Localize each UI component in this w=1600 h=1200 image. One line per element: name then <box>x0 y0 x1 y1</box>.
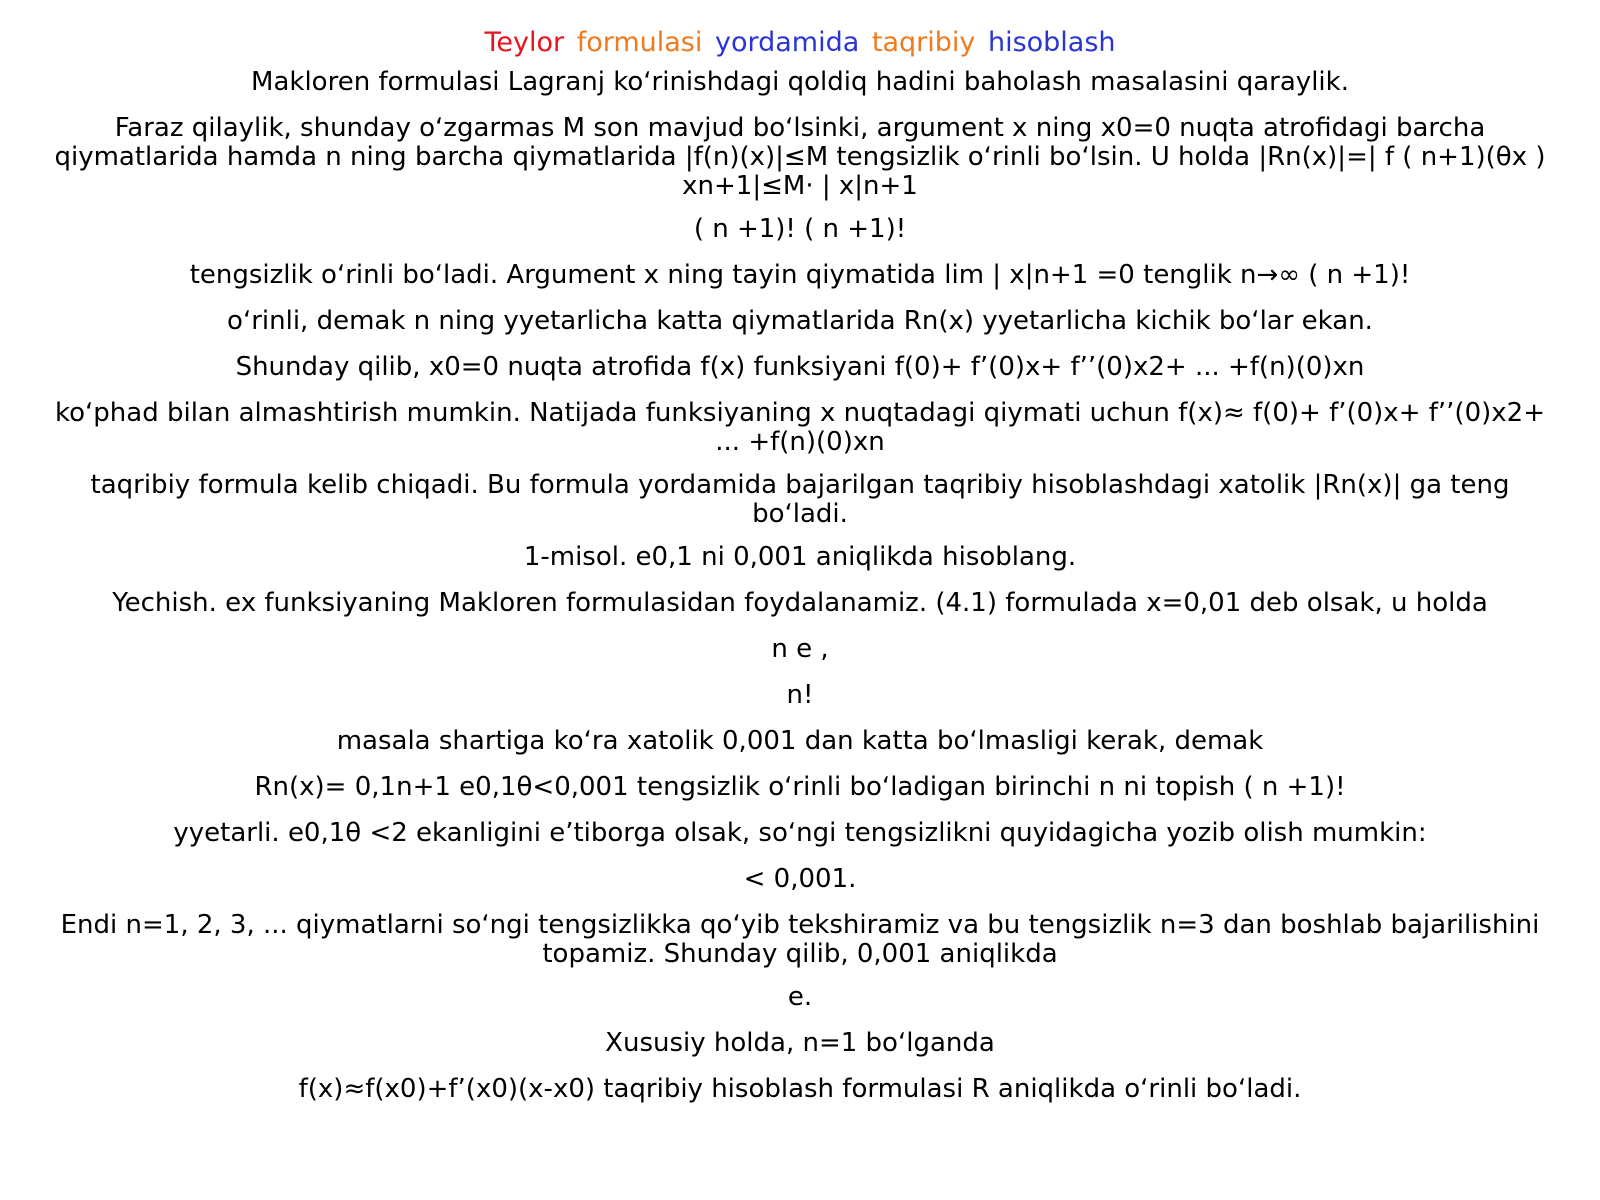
paragraph-10: Yechish. ex funksiyaning Makloren formulasidan foydalanamiz. (4.1) formulada x=0,01 deb olsak, u holda <box>112 587 1488 618</box>
paragraph-17: Endi n=1, 2, 3, ... qiymatlarni soʻngi tengsizlikka qoʻyib tekshiramiz va bu tengsizlik n=3 dan boshlab bajarilishini topamiz. Shunday qilib, 0,001 aniqlikda <box>60 909 1540 969</box>
paragraph-12: n! <box>786 679 814 710</box>
paragraph-16: < 0,001. <box>743 863 857 894</box>
paragraph-20: f(x)≈f(x0)+f’(x0)(x-x0) taqribiy hisoblash formulasi R aniqlikda oʻrinli boʻladi. <box>298 1073 1302 1104</box>
paragraph-13: masala shartiga koʻra xatolik 0,001 dan katta boʻlmasligi kerak, demak <box>336 725 1264 756</box>
paragraph-4: tengsizlik oʻrinli boʻladi. Argument x ning tayin qiymatida lim | x|n+1 =0 tenglik n→∞ ( n +1)! <box>189 259 1411 290</box>
paragraph-18: e. <box>787 981 813 1012</box>
paragraph-1: Makloren formulasi Lagranj koʻrinishdagi qoldiq hadini baholash masalasini qaraylik. <box>251 66 1349 97</box>
document-title <box>40 28 1560 58</box>
title-word-1: Teylor <box>484 27 565 58</box>
title-word-5: hisoblash <box>987 27 1116 58</box>
paragraph-9: 1-misol. e0,1 ni 0,001 aniqlikda hisoblang. <box>523 541 1077 572</box>
title-word-4: taqribiy <box>871 27 976 58</box>
paragraph-8: taqribiy formula kelib chiqadi. Bu formula yordamida bajarilgan taqribiy hisoblashdagi xatolik |Rn(x)| ga teng boʻladi. <box>90 469 1510 529</box>
paragraph-3: ( n +1)! ( n +1)! <box>693 213 907 244</box>
paragraph-7: koʻphad bilan almashtirish mumkin. Natijada funksiyaning x nuqtadagi qiymati uchun f(x)≈ f(0)+ f’(0)x+ f’’(0)x2+ ... +f(n)(0)xn <box>55 397 1545 457</box>
paragraph-11: n e , <box>771 633 829 664</box>
paragraph-6: Shunday qilib, x0=0 nuqta atrofida f(x) funksiyani f(0)+ f’(0)x+ f’’(0)x2+ ... +f(n)(0)xn <box>235 351 1365 382</box>
title-word-2: formulasi <box>576 27 703 58</box>
paragraph-19: Xususiy holda, n=1 boʻlganda <box>605 1027 995 1058</box>
paragraph-15: yyetarli. e0,1θ <2 ekanligini e’tiborga olsak, soʻngi tengsizlikni quyidagicha yozib olish mumkin: <box>173 817 1427 848</box>
title-word-3: yordamida <box>714 27 860 58</box>
paragraph-2: Faraz qilaylik, shunday oʻzgarmas M son mavjud boʻlsinki, argument x ning x0=0 nuqta atrofidagi barcha qiymatlarida hamda n ning barcha qiymatlarida |f(n)(x)|≤M tengsizlik oʻrinli boʻlsin. U holda |Rn(x)|=| f ( n+1)(θx ) xn+1|≤M· | x|n+1 <box>54 112 1546 201</box>
paragraph-5: oʻrinli, demak n ning yyetarlicha katta qiymatlarida Rn(x) yyetarlicha kichik boʻlar ekan. <box>227 305 1373 336</box>
paragraph-14: Rn(x)= 0,1n+1 e0,1θ<0,001 tengsizlik oʻrinli boʻladigan birinchi n ni topish ( n +1)! <box>254 771 1346 802</box>
